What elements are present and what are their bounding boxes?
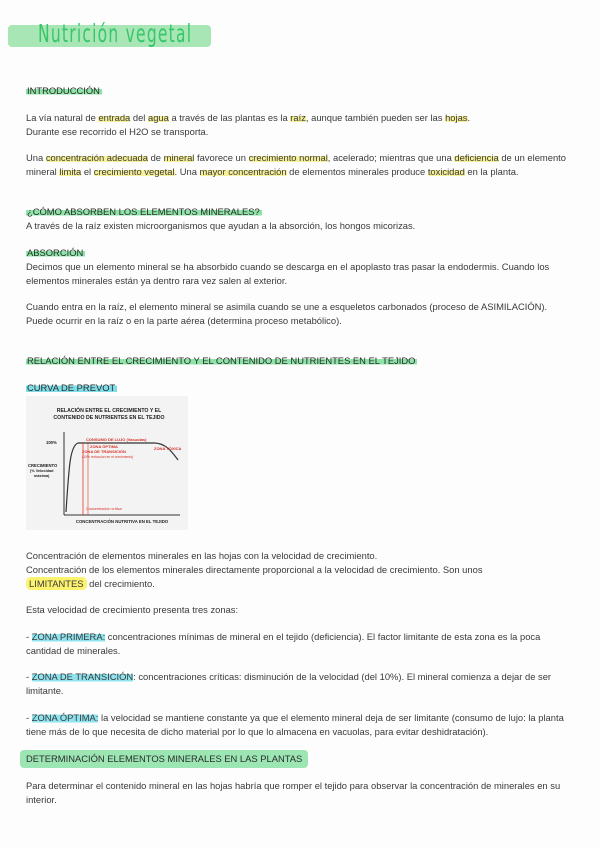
text-run: La vía natural de [26, 112, 99, 123]
text-run: a través de las plantas es la [168, 112, 291, 123]
limitantes-highlight: LIMITANTES [26, 577, 87, 590]
relacion-heading: RELACIÓN ENTRE EL CRECIMIENTO Y EL CONTENIDO DE NUTRIENTES EN EL TEJIDO [27, 355, 416, 366]
asimilacion-term: ASIMILACIÓN [480, 301, 542, 312]
text-run: del [130, 112, 148, 123]
text-run: Cuando entra en la raíz, el elemento mineral se asimila cuando se une a esqueletos carbonados (proceso de [26, 301, 481, 312]
intro-h2o-line: Durante ese recorrido el H2O se transporta. [26, 125, 209, 137]
curva-heading-block [26, 381, 574, 395]
highlight: concentración adecuada [45, 152, 148, 163]
zona-primera [26, 630, 574, 657]
zona-transicion-label: ZONA DE TRANSICIÓN [31, 671, 134, 682]
y-label-1: CRECIMIENTO [28, 463, 58, 468]
highlight: limita [59, 165, 82, 177]
label-transicion-note: (10% reducción en el crecimiento) [82, 455, 134, 459]
y-label-2: (% Velocidad [30, 469, 54, 473]
highlight: crecimiento normal [248, 152, 328, 163]
absorcion-paragraph-1: Decimos que un elemento mineral se ha absorbido cuando se descarga en el apoplasto tras pasar la endodermis. Cuando los elementos minerales están ya dentro rara vez salen al exterior. [26, 261, 550, 286]
highlight-hojas: hojas [445, 112, 468, 123]
text-run: Una [26, 152, 46, 163]
intro-heading-block [26, 84, 574, 98]
y-tick-100: 100% [46, 440, 57, 445]
highlight: mineral [163, 152, 195, 163]
como-heading: ¿CÓMO ABSORBEN LOS ELEMENTOS MINERALES? [27, 206, 260, 217]
highlight-raiz: raíz [290, 112, 306, 123]
zona-transicion-text: : concentraciones críticas: disminución de la velocidad (del 10%). El mineral comienza a dejar de ser limitante. [26, 671, 552, 696]
highlight: toxicidad [427, 165, 465, 177]
determinacion-heading: DETERMINACIÓN ELEMENTOS MINERALES EN LAS PLANTAS [20, 750, 308, 768]
label-concentracion-critica: Concentración crítica [86, 507, 122, 511]
intro-heading: INTRODUCCIÓN [27, 85, 100, 96]
prevot-curve-svg [26, 396, 188, 530]
curva-paragraph-1: Concentración de elementos minerales en las hojas con la velocidad de crecimiento. [26, 550, 378, 561]
intro-paragraph-2 [26, 151, 574, 178]
x-axis-label: CONCENTRACIÓN NUTRITIVA EN EL TEJIDO [75, 519, 169, 524]
text-run: en la planta. [464, 165, 519, 177]
text-run: . [467, 112, 471, 123]
highlight: crecimiento vegetal [93, 165, 175, 177]
zona-optima-text: la velocidad se mantiene constante ya que el elemento mineral deja de ser limitante (consumo de lujo: la planta tiene más de lo que necesita de dicho material por lo que lo almacena en vacuolas, para evitar deshidratación). [26, 712, 564, 737]
text-run: , aunque también pueden ser las [305, 112, 446, 123]
curva-heading: CURVA DE PREVOT [27, 382, 116, 393]
absorcion-paragraph-2 [26, 300, 574, 327]
zona-primera-label: ZONA PRIMERA: [31, 631, 106, 642]
list-dash: - [26, 712, 32, 723]
curva-paragraph-3: Esta velocidad de crecimiento presenta tres zonas: [26, 604, 239, 615]
text-run: de [147, 152, 164, 163]
text-run: , acelerado; mientras que una [327, 152, 455, 163]
absorcion-heading: ABSORCIÓN [27, 247, 84, 258]
figure-title-1: RELACIÓN ENTRE EL CRECIMIENTO Y EL [56, 408, 162, 414]
y-label-3: máxima) [34, 474, 50, 478]
label-zona-optima: ZONA ÓPTIMA [90, 444, 118, 449]
text-run: el [81, 165, 94, 177]
list-dash: - [26, 631, 32, 642]
text-run: de elementos minerales produce [286, 165, 428, 177]
zona-transicion [26, 670, 574, 697]
curva-paragraph-2 [26, 563, 574, 590]
text-run: favorece un [194, 152, 249, 163]
text-run: del crecimiento. [86, 577, 155, 589]
text-run: de un elemento mineral [26, 152, 566, 177]
text-run: . Una [174, 165, 200, 177]
text-run: ). Puede ocurrir en la raíz o en la parte aérea (determina proceso metabólico). [26, 301, 548, 326]
text-run: Concentración de los elementos minerales directamente proporcional a la velocidad de crecimiento. Son unos [26, 564, 483, 575]
label-consumo-lujo: CONSUMO DE LUJO (Vacuolas) [86, 437, 147, 442]
list-dash: - [26, 671, 32, 682]
highlight: deficiencia [454, 152, 499, 163]
highlight-agua: agua [147, 112, 169, 123]
zona-optima [26, 711, 574, 738]
highlight-entrada: entrada [98, 112, 131, 123]
relacion-heading-block [26, 354, 574, 368]
page-title: Nutrición vegetal [38, 19, 193, 48]
label-zona-transicion: ZONA DE TRANSICIÓN [82, 449, 126, 454]
figure-title-2: CONTENIDO DE NUTRIENTES EN EL TEJIDO [53, 415, 165, 421]
como-text: A través de la raíz existen microorganismos que ayudan a la absorción, los hongos micorizas. [26, 220, 416, 231]
absorcion-heading-block [26, 246, 574, 260]
como-heading-block [26, 205, 574, 219]
label-zona-toxica: ZONA TÓXICA [154, 446, 182, 451]
prevot-curve-figure [26, 396, 188, 530]
highlight: mayor concentración [199, 165, 287, 177]
zona-primera-text: concentraciones mínimas de mineral en el tejido (deficiencia). El factor limitante de esta zona es la poca cantidad de minerales. [26, 631, 541, 656]
zona-optima-label: ZONA ÓPTIMA: [31, 712, 99, 723]
intro-paragraph-1 [26, 111, 574, 138]
determinacion-text: Para determinar el contenido mineral en las hojas habría que romper el tejido para observar la concentración de minerales en su interior. [26, 780, 561, 805]
